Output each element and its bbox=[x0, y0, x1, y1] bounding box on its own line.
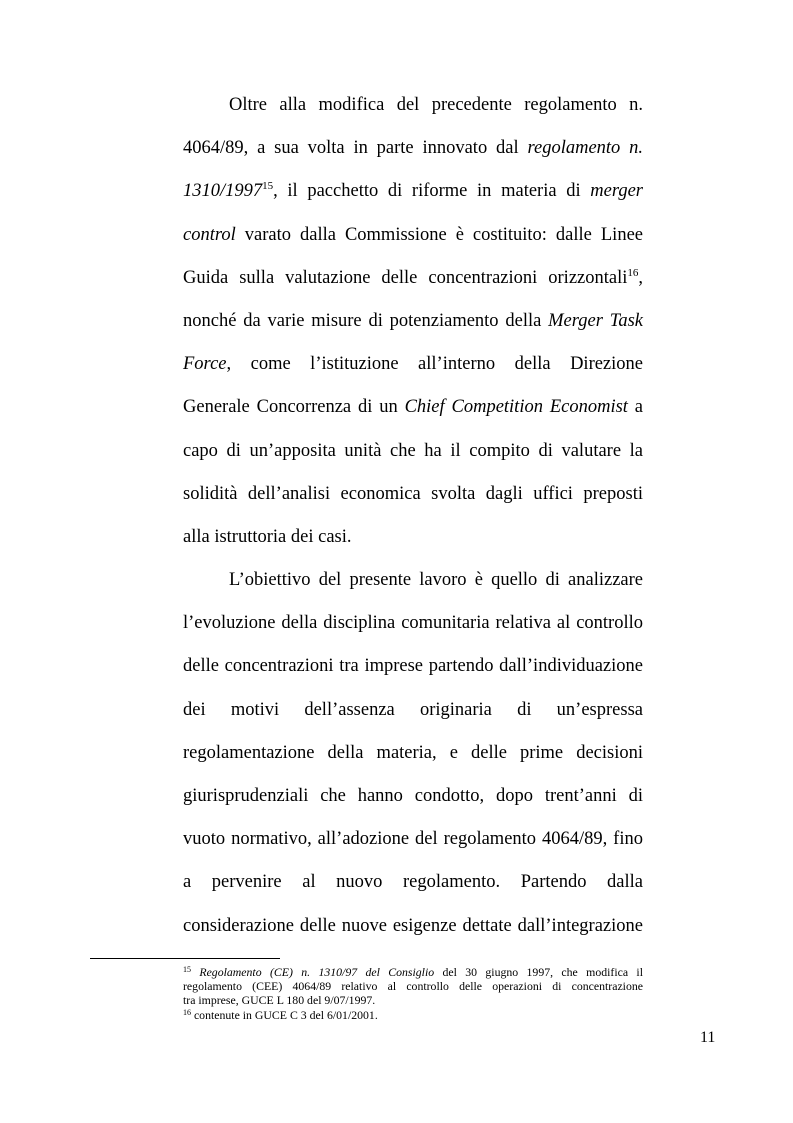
footnote-separator bbox=[90, 958, 280, 959]
paragraph-2-line-8: a pervenire al nuovo regolamento. Partendo dalla bbox=[183, 872, 643, 893]
paragraph-1-line-11: alla istruttoria dei casi. bbox=[183, 526, 352, 547]
paragraph-1-line-10: solidità dell’analisi economica svolta dagli uffici preposti bbox=[183, 483, 643, 504]
text: 4064/89, a sua volta in parte innovato dal bbox=[183, 138, 528, 159]
italic-term: Force bbox=[183, 354, 227, 375]
text: , bbox=[638, 267, 643, 288]
footnote-number-15: 15 bbox=[183, 965, 191, 974]
italic-reference: regolamento n. bbox=[527, 138, 643, 159]
paragraph-2-line-5: regolamentazione della materia, e delle prime decisioni bbox=[183, 742, 643, 763]
footnote-number-16: 16 bbox=[183, 1007, 191, 1017]
paragraph-2-line-3: delle concentrazioni tra imprese partendo dall’individuazione bbox=[183, 656, 643, 677]
footnote-15-line-1 bbox=[183, 965, 643, 979]
paragraph-2-line-6: giurisprudenziali che hanno condotto, dopo trent’anni di bbox=[183, 786, 643, 806]
paragraph-1-line-6 bbox=[183, 300, 643, 343]
text: a bbox=[627, 397, 643, 418]
paragraph-1-line-1: Oltre alla modifica del precedente regolamento n. bbox=[229, 95, 643, 115]
paragraph-2-line-4: dei motivi dell’assenza originaria di un’espressa bbox=[183, 699, 643, 720]
italic-reference: 1310/1997 bbox=[183, 181, 263, 202]
paragraph-1-line-7 bbox=[183, 343, 643, 386]
paragraph-2-line-7: vuoto normativo, all’adozione del regolamento 4064/89, fino bbox=[183, 829, 643, 850]
body-text bbox=[183, 84, 643, 948]
paragraph-2-line-9: considerazione delle nuove esigenze dettate dall’integrazione bbox=[183, 915, 643, 936]
paragraph-2-line-1: L’obiettivo del presente lavoro è quello di analizzare bbox=[229, 570, 643, 591]
text: Generale Concorrenza di un bbox=[183, 397, 405, 418]
text: del 30 giugno 1997, che modifica il bbox=[434, 965, 643, 979]
paragraph-2-line-2: l’evoluzione della disciplina comunitaria relativa al controllo bbox=[183, 613, 643, 634]
paragraph-1-line-8 bbox=[183, 386, 643, 429]
footnote-italic-title: Regolamento (CE) n. 1310/97 del Consiglio bbox=[199, 965, 435, 979]
text: nonché da varie misure di potenziamento della bbox=[183, 310, 549, 331]
italic-term: control bbox=[183, 224, 236, 245]
text: , il pacchetto di riforme in materia di bbox=[273, 181, 591, 202]
page-number: 11 bbox=[700, 1029, 716, 1046]
footnote-15-line-3: tra imprese, GUCE L 180 del 9/07/1997. bbox=[183, 993, 376, 1008]
text: varato dalla Commissione è costituito: dalle Linee bbox=[235, 224, 643, 245]
text: contenute in GUCE C 3 del 6/01/2001. bbox=[191, 1007, 378, 1022]
footnote-ref-15[interactable]: 15 bbox=[262, 180, 274, 193]
footnote-15-line-2: regolamento (CEE) 4064/89 relativo al controllo delle operazioni di concentrazione bbox=[183, 979, 643, 994]
italic-term: Merger Task bbox=[548, 310, 643, 331]
text: Guida sulla valutazione delle concentrazioni orizzontali bbox=[183, 267, 628, 288]
italic-term: Chief Competition Economist bbox=[404, 397, 628, 418]
paragraph-1-line-3 bbox=[183, 170, 643, 213]
paragraph-1-line-4 bbox=[183, 214, 643, 257]
italic-term: merger bbox=[590, 181, 643, 202]
paragraph-1-line-9: capo di un’apposita unità che ha il compito di valutare la bbox=[183, 440, 643, 461]
paragraph-1-line-5 bbox=[183, 257, 643, 300]
text: , come l’istituzione all’interno della Direzione bbox=[226, 354, 643, 375]
footnote-16 bbox=[183, 1008, 643, 1022]
footnote-ref-16[interactable]: 16 bbox=[627, 266, 639, 279]
paragraph-1-line-2 bbox=[183, 127, 643, 170]
footnotes bbox=[183, 965, 643, 1022]
